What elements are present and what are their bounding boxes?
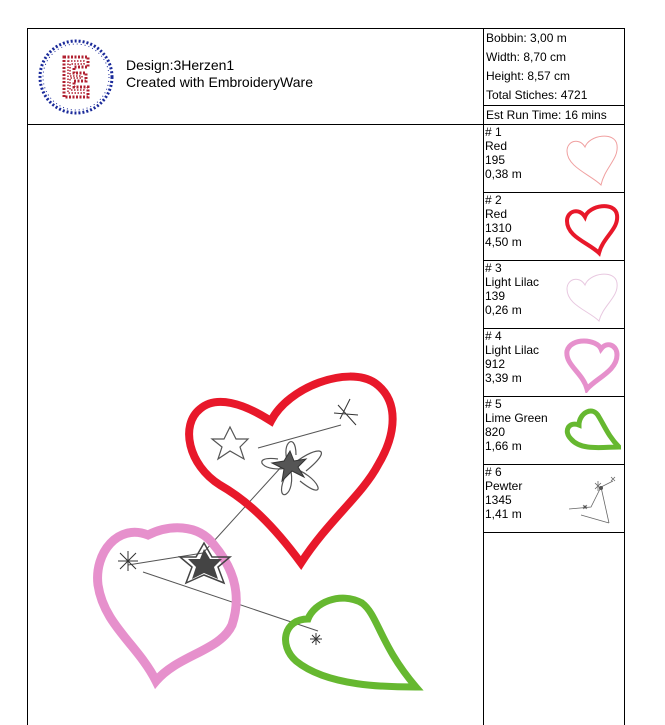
color-code: 195 xyxy=(485,153,506,167)
color-length: 3,39 m xyxy=(485,371,522,385)
green-heart xyxy=(286,598,416,687)
color-code: 1310 xyxy=(485,221,512,235)
color-item-2 xyxy=(484,193,625,261)
design-stats xyxy=(484,29,625,125)
color-number: # 5 xyxy=(485,397,502,411)
color-number: # 3 xyxy=(485,261,502,275)
color-length: 1,66 m xyxy=(485,439,522,453)
color-2-heart-thumbnail xyxy=(561,199,621,257)
run-time-stat: Est Run Time: 16 mins xyxy=(484,105,625,125)
color-name: Red xyxy=(485,207,508,221)
color-number: # 6 xyxy=(485,465,502,479)
design-name: Design:3Herzen1 xyxy=(126,57,235,73)
color-number: # 4 xyxy=(485,329,502,343)
embroidery-design-canvas xyxy=(28,125,483,725)
color-name: Red xyxy=(485,139,508,153)
color-name: Light Lilac xyxy=(485,275,540,289)
color-list xyxy=(484,125,625,533)
lilac-heart xyxy=(98,528,237,681)
color-length: 0,26 m xyxy=(485,303,522,317)
height-stat: Height: 8,57 cm xyxy=(486,69,571,83)
flower-center-star xyxy=(272,451,306,481)
color-item-3 xyxy=(484,261,625,329)
color-item-6 xyxy=(484,465,625,533)
color-name: Pewter xyxy=(485,479,523,493)
created-with-label: Created with EmbroideryWare xyxy=(126,74,313,90)
small-outline-star xyxy=(212,427,248,459)
color-6-stitch-thumbnail xyxy=(561,471,621,529)
color-3-heart-thumbnail xyxy=(561,267,621,325)
color-name: Lime Green xyxy=(485,411,548,425)
color-code: 139 xyxy=(485,289,506,303)
color-length: 1,41 m xyxy=(485,507,522,521)
total-stitches-stat: Total Stiches: 4721 xyxy=(486,88,588,102)
color-5-heart-thumbnail xyxy=(561,403,621,461)
color-number: # 2 xyxy=(485,193,502,207)
bobbin-stat: Bobbin: 3,00 m xyxy=(486,31,567,45)
color-item-1 xyxy=(484,125,625,193)
color-name: Light Lilac xyxy=(485,343,540,357)
color-item-4 xyxy=(484,329,625,397)
color-1-heart-thumbnail xyxy=(561,131,621,189)
width-stat: Width: 8,70 cm xyxy=(486,50,567,64)
color-length: 4,50 m xyxy=(485,235,522,249)
embroideryware-logo xyxy=(36,37,116,117)
color-length: 0,38 m xyxy=(485,167,522,181)
color-number: # 1 xyxy=(485,125,502,139)
color-4-heart-thumbnail xyxy=(561,335,621,393)
color-code: 820 xyxy=(485,425,506,439)
color-code: 912 xyxy=(485,357,506,371)
color-code: 1345 xyxy=(485,493,512,507)
color-item-5 xyxy=(484,397,625,465)
